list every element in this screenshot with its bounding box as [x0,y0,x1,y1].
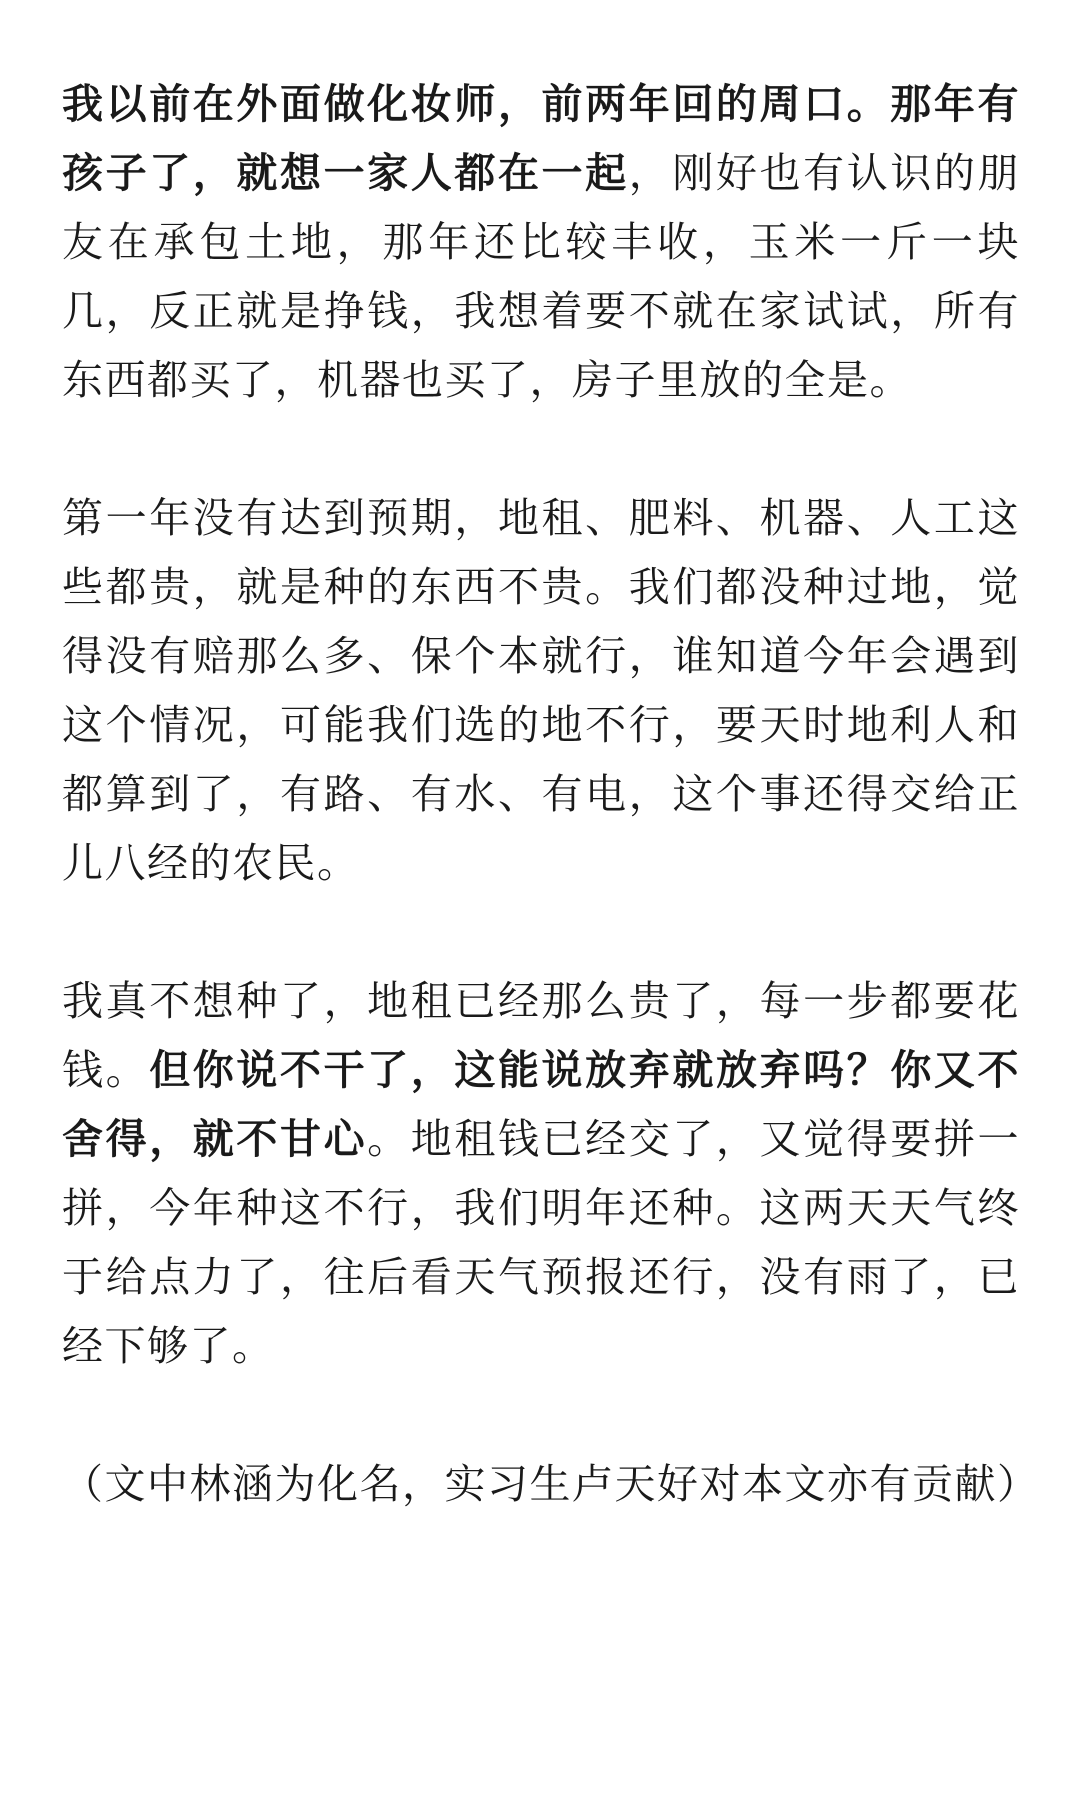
regular-text: 。地租钱已经交了，又觉得要拼一拼，今年种这不行，我们明年还种。这两天天气终于给点力了，往后看天气预报还行，没有雨了，已经下够了。 [62,1115,1021,1370]
bold-text: 我以前在外面做化妆师，前两年回的周口。那年有孩子了，就想一家人都在一起 [62,80,1020,197]
regular-text: 我真不想种了，地租已经那么贵了，每一步都要花钱。 [62,977,1020,1094]
article-body [62,70,1040,1519]
regular-text: ，刚好也有认识的朋友在承包土地，那年还比较丰收，玉米一斤一块几，反正就是挣钱，我想着要不就在家试试，所有东西都买了，机器也买了，房子里放的全是。 [62,149,1021,404]
author-note: （文中林涵为化名，实习生卢天好对本文亦有贡献） [62,1460,1040,1508]
paragraph-2 [62,484,1020,898]
paragraph-3 [62,967,1020,1381]
regular-text: 第一年没有达到预期，地租、肥料、机器、人工这些都贵，就是种的东西不贵。我们都没种过地，觉得没有赔那么多、保个本就行，谁知道今年会遇到这个情况，可能我们选的地不行，要天时地利人和都算到了，有路、有水、有电，这个事还得交给正儿八经的农民。 [62,494,1020,887]
bold-text: 但你说不干了，这能说放弃就放弃吗？你又不舍得，就不甘心 [62,1046,1021,1163]
paragraph-1 [62,70,1020,415]
